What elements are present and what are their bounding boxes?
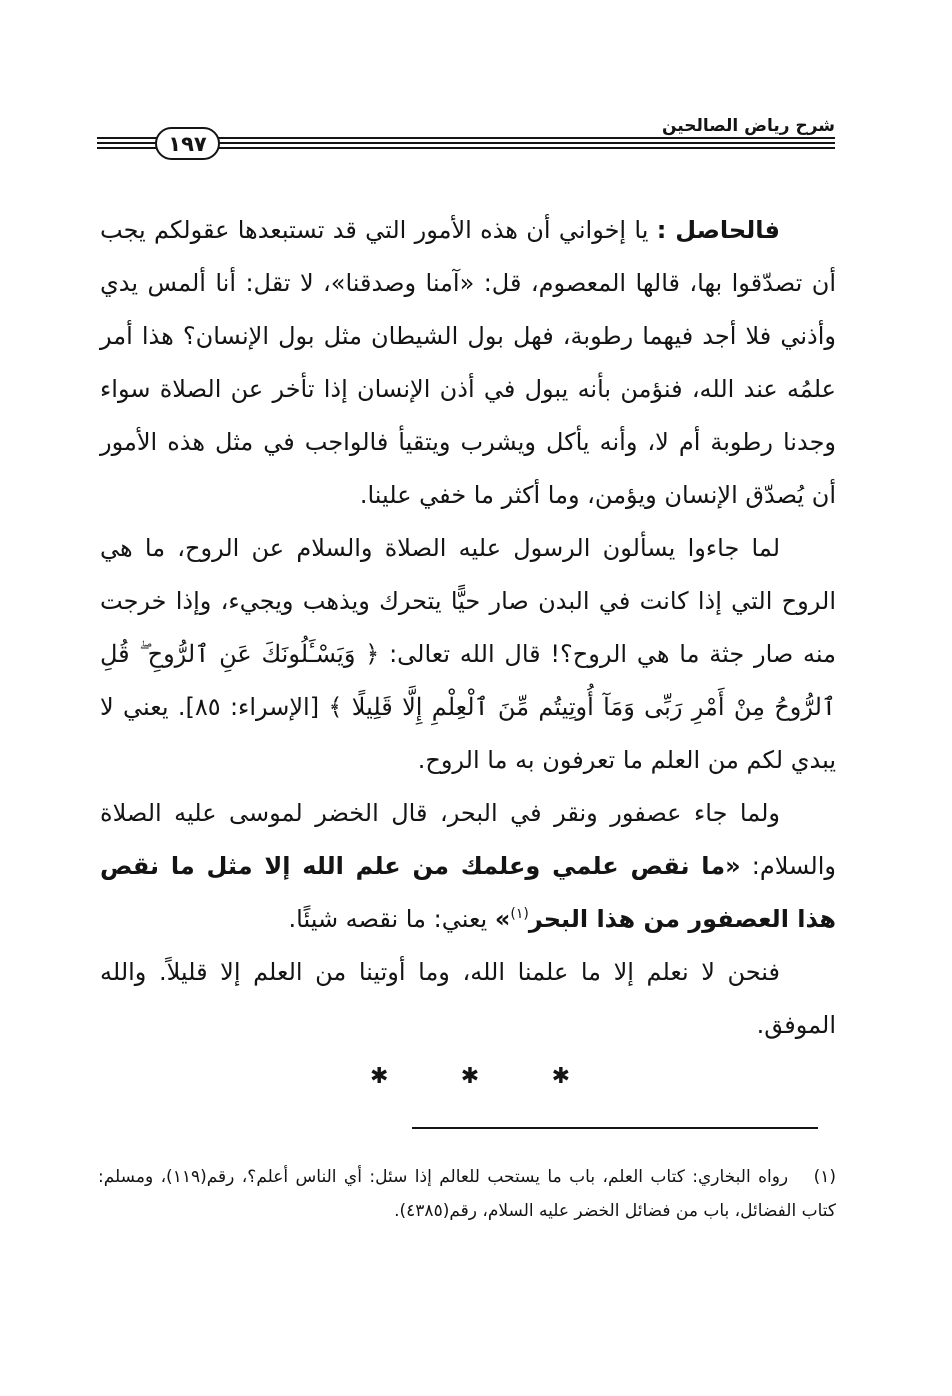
paragraph-2-text-after: يعني لا يبدي لكم من العلم ما تعرفون به ما الروح. xyxy=(100,693,836,774)
section-separator xyxy=(370,1064,570,1089)
running-header-title: شرح رياض الصالحين xyxy=(661,116,835,136)
footnote-reference[interactable]: (١) xyxy=(510,906,529,922)
hadith-quote: «ما نقص علمي وعلمك من علم الله إلا مثل ما نقص هذا العصفور من هذا البحر xyxy=(100,852,836,933)
footnote-text: رواه البخاري: كتاب العلم، باب ما يستحب للعالم إذا سئل: أي الناس أعلم؟، رقم(١١٩)، ومسلم: كتاب الفضائل، باب من فضائل الخضر عليه السلام، رقم(٤٣٨٥). xyxy=(98,1167,836,1221)
separator-star-icon: ✱ xyxy=(551,1064,570,1089)
footnote-1 xyxy=(98,1160,836,1228)
page-number: ١٩٧ xyxy=(155,127,220,160)
separator-star-icon: ✱ xyxy=(460,1064,480,1089)
page-body xyxy=(100,204,836,1052)
paragraph-3-after: يعني: ما نقصه شيئًا. xyxy=(288,905,488,933)
paragraph-2-text: لما جاءوا يسألون الرسول عليه الصلاة والسلام عن الروح، ما هي الروح التي إذا كانت في البدن صار حيًّا يتحرك ويذهب ويجيء، وإذا خرجت منه صار جثة ما هي الروح؟! قال الله تعالى: xyxy=(100,534,837,668)
quran-verse: ﴿ وَيَسْـَٔلُونَكَ عَنِ ٱلرُّوحِ ۖ قُلِ ٱلرُّوحُ مِنْ أَمْرِ رَبِّى وَمَآ أُوتِيتُم مِّنَ ٱلْعِلْمِ إِلَّا قَلِيلًا ﴾ xyxy=(100,640,836,721)
paragraph-1 xyxy=(100,204,836,522)
hadith-quote-close: » xyxy=(494,905,511,933)
footnotes xyxy=(98,1160,836,1228)
footnote-number: (١) xyxy=(813,1167,836,1187)
footnote-divider xyxy=(412,1127,818,1129)
separator-star-icon: ✱ xyxy=(370,1064,389,1089)
paragraph-2 xyxy=(100,522,836,787)
paragraph-3 xyxy=(100,787,836,946)
header-rule-right xyxy=(216,133,835,153)
paragraph-lead-word: فالحاصل : xyxy=(656,216,780,244)
paragraph-4 xyxy=(100,946,836,1052)
paragraph-3-text: ولما جاء عصفور ونقر في البحر، قال الخضر لموسى عليه الصلاة والسلام: xyxy=(100,799,836,880)
header-rule-left xyxy=(97,133,159,153)
paragraph-1-text: يا إخواني أن هذه الأمور التي قد تستبعدها عقولكم يجب أن تصدّقوا بها، قالها المعصوم، قل: «آمنا وصدقنا»، لا تقل: أنا ألمس يدي وأذني فلا أجد فيهما رطوبة، فهل بول الشيطان مثل بول الإنسان؟ هذا أمر علمُه عند الله، فنؤمن بأنه يبول في أذن الإنسان إذا تأخر عن الصلاة سواء وجدنا رطوبة أم لا، وأنه يأكل ويشرب ويتقيأ فالواجب في مثل هذه الأمور أن يُصدّق الإنسان ويؤمن، وما أكثر ما خفي علينا. xyxy=(100,216,836,509)
verse-citation: [الإسراء: ٨٥]. xyxy=(177,693,320,721)
paragraph-4-text: فنحن لا نعلم إلا ما علمنا الله، وما أوتينا من العلم إلا قليلاً. والله الموفق. xyxy=(100,958,836,1039)
